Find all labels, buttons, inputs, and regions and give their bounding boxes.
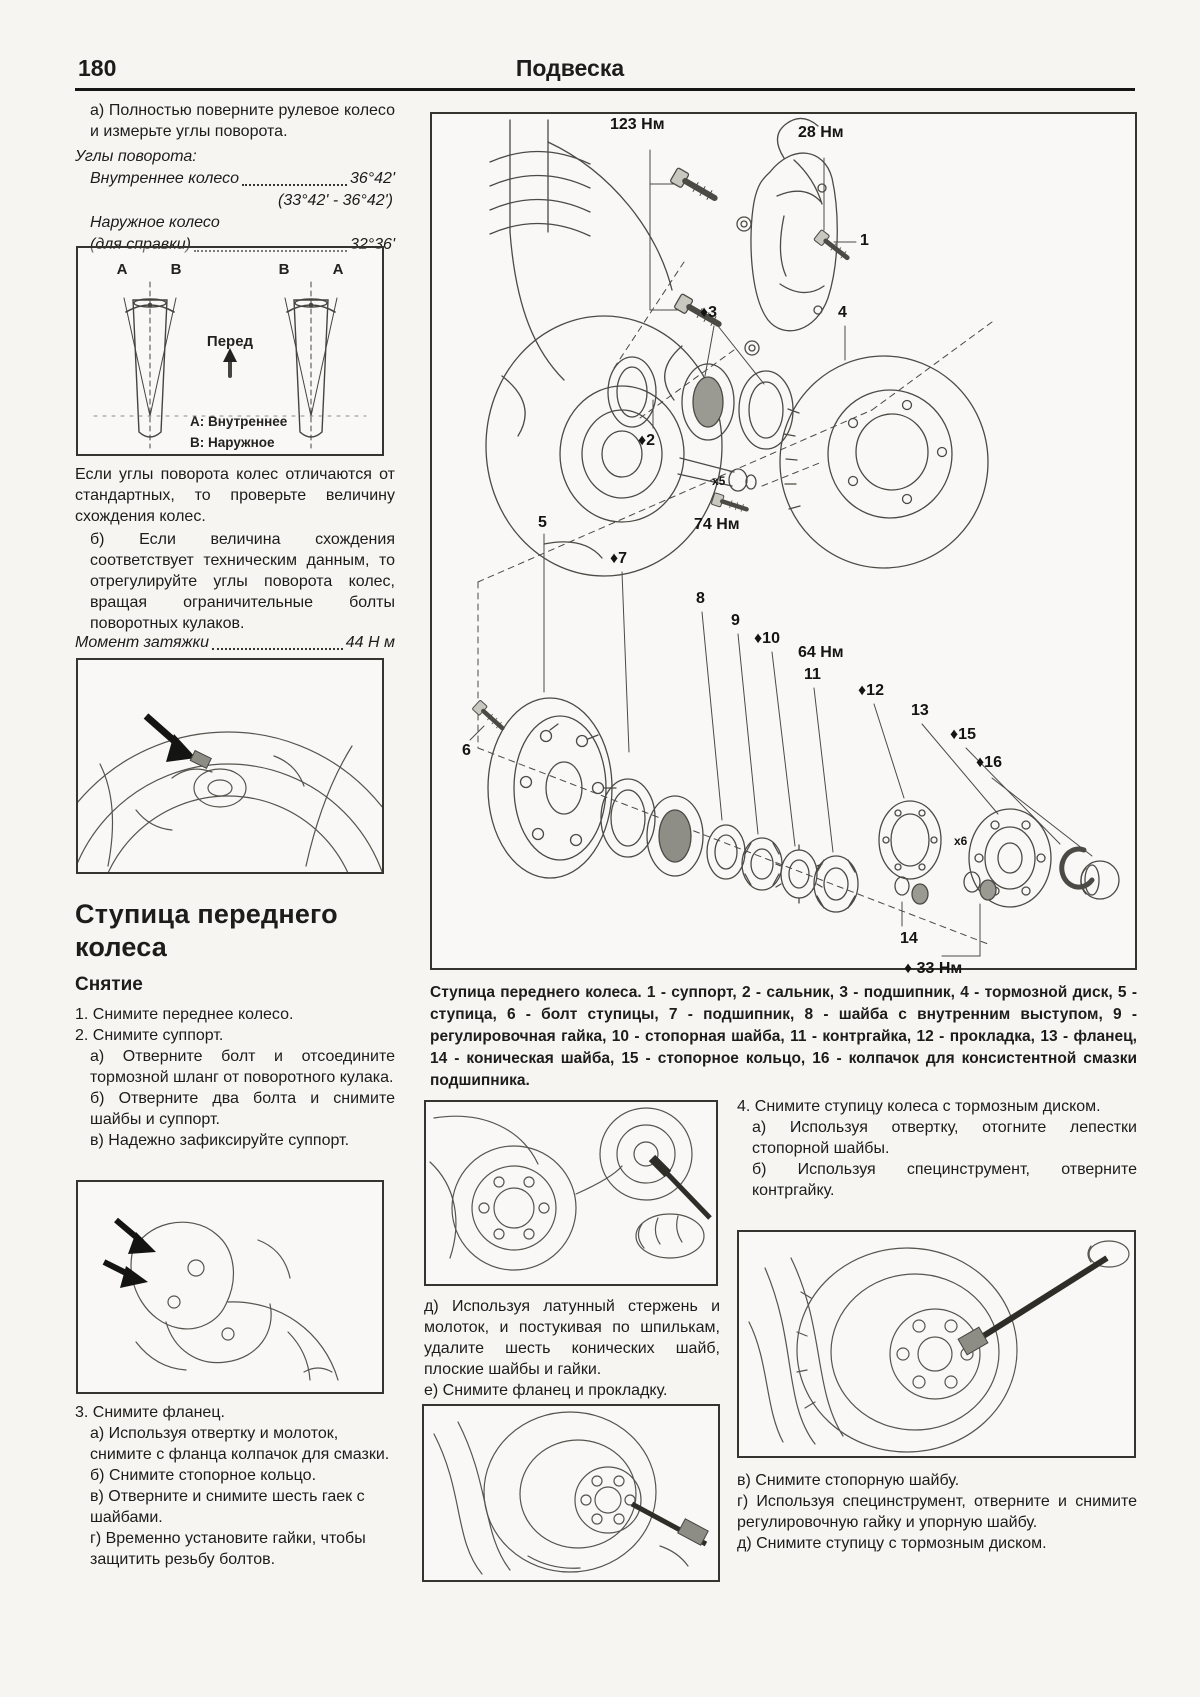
label-a-right: A: [332, 261, 344, 278]
legend-a: A: Внутреннее: [190, 414, 288, 429]
diagram-callout: ♦15: [950, 726, 976, 743]
flange-removal-art: [424, 1406, 718, 1580]
diagram-callout: ♦3: [700, 304, 718, 321]
brake-assembly-figure: [76, 658, 384, 874]
figure-caption: Ступица переднего колеса. 1 - суппорт, 2 - сальник, 3 - подшипник, 4 - тормозной диск, 5 - ступица, 6 - болт ступицы, 7 - подшипник, 8 - шайба с внутренним выступом, 9 - регулировочная гайка, 10 - стопорная шайба, 11 - контргайка, 12 - прокладка, 13 - фланец, 14 - коническая шайба, 15 - стопорное кольцо, 16 - колпачок для консистентной смазки подшипника.: [430, 984, 1137, 1089]
diagram-callout: 5: [538, 514, 547, 531]
flange-removal-figure: [422, 1404, 720, 1582]
step-line: д) Снимите ступицу с тормозным диском.: [737, 1535, 1047, 1552]
torque-value: 44 Н м: [345, 634, 395, 651]
front-label: Перед: [206, 333, 254, 350]
wheel-angle-diagram: [76, 246, 384, 456]
diagram-callout: 8: [696, 590, 705, 607]
diagram-callout: 9: [731, 612, 740, 629]
step-line: а) Используя отвертку, отогните лепестки стопорной шайбы.: [752, 1119, 1137, 1157]
step3-list: [75, 1402, 395, 1570]
diagram-callout: 6: [462, 742, 471, 759]
diagram-callout: 123 Нм: [610, 116, 665, 133]
step-line: 2. Снимите суппорт.: [75, 1027, 224, 1044]
step-line: а) Отверните болт и отсоедините тормозной шланг от поворотного кулака.: [90, 1048, 395, 1086]
paragraph: б) Если величина схождения соответствует техническим данным, то отрегулируйте углы поворота колес, вращая ограничительные болты поворотных кулаков.: [90, 531, 395, 632]
diagram-callout: x6: [954, 834, 968, 848]
spec-value: 32°36': [349, 236, 395, 253]
section-heading: Ступица переднего колеса: [75, 899, 338, 962]
locknut-wrench-art: [739, 1232, 1134, 1456]
locknut-wrench-figure: [737, 1230, 1136, 1458]
torque-spec: [75, 632, 395, 654]
step-line: г) Временно установите гайки, чтобы защитить резьбу болтов.: [90, 1530, 366, 1568]
dotted-leader: [242, 184, 347, 186]
step-line: 3. Снимите фланец.: [75, 1404, 225, 1421]
diagram-callout: ♦2: [638, 432, 656, 449]
step-line: 1. Снимите переднее колесо.: [75, 1006, 294, 1023]
torque-label: Момент затяжки: [75, 634, 209, 651]
mid-steps-list: [424, 1296, 720, 1401]
step-line: в) Надежно зафиксируйте суппорт.: [90, 1132, 350, 1149]
step-line: б) Используя специнструмент, отверните контргайку.: [752, 1161, 1137, 1199]
step-line: а) Используя отвертку и молоток, снимите с фланца колпачок для смазки.: [90, 1425, 390, 1463]
brake-assembly-art: [78, 660, 382, 872]
subsection-heading: Снятие: [75, 974, 143, 995]
step-line: д) Используя латунный стержень и молоток, и постукивая по шпилькам, удалите шесть конических шайб, плоские шайбы и гайки.: [424, 1298, 720, 1378]
spec-value: (33°42' - 36°42'): [278, 192, 393, 209]
diagram-callout: ♦12: [858, 682, 884, 699]
step-line: г) Используя специнструмент, отверните и снимите регулировочную гайку и упорную шайбу.: [737, 1493, 1137, 1531]
diagram-callout: 1: [860, 232, 869, 249]
step-line: в) Отверните и снимите шесть гаек с шайбами.: [90, 1488, 365, 1526]
step-line: 4. Снимите ступицу колеса с тормозным диском.: [737, 1098, 1101, 1115]
paragraph: Если углы поворота колес отличаются от стандартных, то проверьте величину схождения колес.: [75, 466, 395, 525]
label-b-left: B: [170, 261, 182, 278]
diagram-callout: 64 Нм: [798, 644, 844, 661]
wheel-angle-art: [78, 248, 382, 454]
spec-label: (для справки): [90, 236, 191, 253]
left-column-step-b: [75, 529, 395, 634]
diagram-callout: 28 Нм: [798, 124, 844, 141]
spec-title: Углы поворота:: [75, 148, 197, 165]
hub-screwdriver-art: [426, 1102, 716, 1284]
dotted-leader: [212, 648, 343, 650]
exploded-diagram: [430, 112, 1137, 977]
diagram-callout: 14: [900, 930, 918, 947]
torque-row: [75, 632, 395, 654]
page-title: Подвеска: [515, 55, 625, 81]
step-line: в) Снимите стопорную шайбу.: [737, 1472, 960, 1489]
diagram-callout-layer: [432, 114, 1135, 977]
spec-row-range: [75, 190, 395, 212]
step4-list-continued: [737, 1470, 1137, 1554]
spec-row-outer: [75, 212, 395, 234]
diagram-callout: 13: [911, 702, 929, 719]
step4-list: [737, 1096, 1137, 1201]
spec-row-inner: [75, 168, 395, 190]
label-a-left: A: [116, 261, 128, 278]
diagram-callout: 74 Нм: [694, 516, 740, 533]
legend-b: B: Наружное: [190, 435, 275, 450]
step-line: б) Снимите стопорное кольцо.: [90, 1467, 317, 1484]
removal-steps-list: [75, 1004, 395, 1151]
diagram-callout: ♦10: [754, 630, 780, 647]
diagram-callout: 11: [804, 666, 821, 683]
step-line: б) Отверните два болта и снимите шайбы и суппорт.: [90, 1090, 395, 1128]
left-column-step-a: [75, 100, 395, 142]
spec-label: Наружное колесо: [90, 214, 220, 231]
label-b-right: B: [278, 261, 290, 278]
page-number: 180: [78, 55, 117, 81]
caliper-figure: [76, 1180, 384, 1394]
diagram-callout: 4: [838, 304, 847, 321]
header-rule: [75, 88, 1135, 91]
diagram-callout: x5: [712, 474, 726, 488]
diagram-callout: ♦7: [610, 550, 628, 567]
turn-angle-spec: [75, 146, 395, 256]
spec-label: Внутреннее колесо: [90, 170, 240, 187]
spec-value: 36°42': [349, 170, 395, 187]
diagram-callout: ♦ 33 Нм: [904, 960, 963, 977]
step-line: е) Снимите фланец и прокладку.: [424, 1382, 668, 1399]
diagram-callout: ♦16: [976, 754, 1002, 771]
hub-screwdriver-figure: [424, 1100, 718, 1286]
caliper-art: [78, 1182, 382, 1392]
paragraph: а) Полностью поверните рулевое колесо и измерьте углы поворота.: [90, 102, 395, 140]
left-column-check-para: [75, 464, 395, 527]
